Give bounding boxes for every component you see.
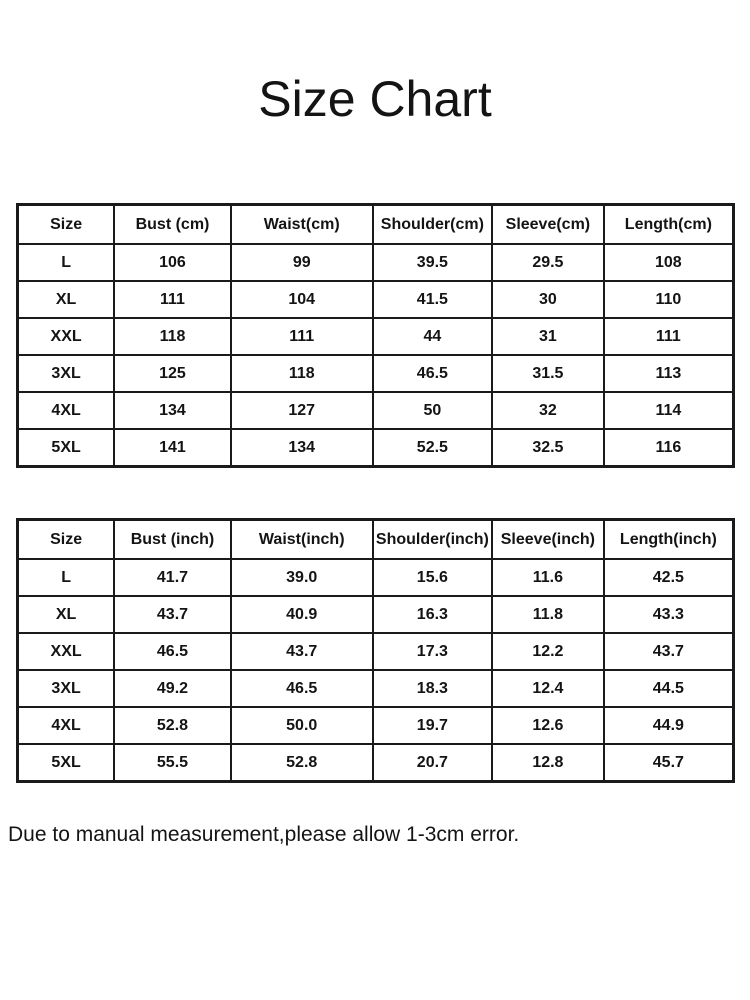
table-row <box>18 355 734 392</box>
size-label-cell: XXL <box>18 633 115 670</box>
measurement-cell: 45.7 <box>604 744 734 782</box>
measurement-cell: 134 <box>114 392 231 429</box>
table-row <box>18 392 734 429</box>
table-row <box>18 670 734 707</box>
measurement-cell: 108 <box>604 244 734 281</box>
table-row <box>18 318 734 355</box>
measurement-cell: 19.7 <box>373 707 492 744</box>
column-header: Waist(inch) <box>231 520 373 560</box>
measurement-cell: 41.7 <box>114 559 231 596</box>
measurement-cell: 29.5 <box>492 244 604 281</box>
measurement-cell: 31 <box>492 318 604 355</box>
measurement-cell: 44 <box>373 318 492 355</box>
measurement-cell: 141 <box>114 429 231 467</box>
measurement-cell: 20.7 <box>373 744 492 782</box>
column-header: Sleeve(cm) <box>492 205 604 245</box>
measurement-cell: 12.6 <box>492 707 604 744</box>
size-label-cell: 3XL <box>18 355 115 392</box>
measurement-cell: 42.5 <box>604 559 734 596</box>
table-row <box>18 633 734 670</box>
measurement-cell: 104 <box>231 281 373 318</box>
measurement-cell: 11.6 <box>492 559 604 596</box>
measurement-cell: 111 <box>604 318 734 355</box>
measurement-cell: 110 <box>604 281 734 318</box>
measurement-cell: 44.5 <box>604 670 734 707</box>
measurement-cell: 43.7 <box>114 596 231 633</box>
column-header: Size <box>18 205 115 245</box>
header-row <box>18 520 734 560</box>
measurement-cell: 50 <box>373 392 492 429</box>
measurement-cell: 113 <box>604 355 734 392</box>
table-row <box>18 244 734 281</box>
table-row <box>18 596 734 633</box>
measurement-cell: 52.8 <box>231 744 373 782</box>
measurement-cell: 118 <box>114 318 231 355</box>
measurement-cell: 134 <box>231 429 373 467</box>
measurement-cell: 18.3 <box>373 670 492 707</box>
measurement-cell: 49.2 <box>114 670 231 707</box>
measurement-cell: 106 <box>114 244 231 281</box>
column-header: Shoulder(inch) <box>373 520 492 560</box>
column-header: Waist(cm) <box>231 205 373 245</box>
column-header: Length(inch) <box>604 520 734 560</box>
measurement-cell: 111 <box>114 281 231 318</box>
column-header: Sleeve(inch) <box>492 520 604 560</box>
measurement-cell: 46.5 <box>231 670 373 707</box>
size-label-cell: 4XL <box>18 707 115 744</box>
measurement-cell: 52.5 <box>373 429 492 467</box>
measurement-cell: 50.0 <box>231 707 373 744</box>
table-row <box>18 744 734 782</box>
measurement-cell: 125 <box>114 355 231 392</box>
table-row <box>18 559 734 596</box>
column-header: Length(cm) <box>604 205 734 245</box>
table-row <box>18 281 734 318</box>
column-header: Bust (cm) <box>114 205 231 245</box>
column-header: Shoulder(cm) <box>373 205 492 245</box>
measurement-cell: 30 <box>492 281 604 318</box>
size-label-cell: 5XL <box>18 744 115 782</box>
size-label-cell: 3XL <box>18 670 115 707</box>
column-header: Size <box>18 520 115 560</box>
measurement-note: Due to manual measurement,please allow 1-3cm error. <box>8 823 520 846</box>
size-table-inch <box>16 518 735 783</box>
measurement-cell: 17.3 <box>373 633 492 670</box>
measurement-cell: 16.3 <box>373 596 492 633</box>
measurement-cell: 12.2 <box>492 633 604 670</box>
measurement-cell: 43.7 <box>604 633 734 670</box>
measurement-cell: 41.5 <box>373 281 492 318</box>
page-title: Size Chart <box>258 71 492 127</box>
measurement-cell: 46.5 <box>373 355 492 392</box>
measurement-cell: 39.5 <box>373 244 492 281</box>
measurement-cell: 127 <box>231 392 373 429</box>
measurement-cell: 15.6 <box>373 559 492 596</box>
column-header: Bust (inch) <box>114 520 231 560</box>
measurement-cell: 44.9 <box>604 707 734 744</box>
measurement-cell: 111 <box>231 318 373 355</box>
measurement-cell: 43.7 <box>231 633 373 670</box>
measurement-cell: 12.4 <box>492 670 604 707</box>
size-label-cell: 4XL <box>18 392 115 429</box>
measurement-cell: 40.9 <box>231 596 373 633</box>
measurement-cell: 31.5 <box>492 355 604 392</box>
measurement-cell: 52.8 <box>114 707 231 744</box>
size-label-cell: XL <box>18 281 115 318</box>
measurement-cell: 43.3 <box>604 596 734 633</box>
table-row <box>18 707 734 744</box>
size-label-cell: L <box>18 559 115 596</box>
measurement-cell: 114 <box>604 392 734 429</box>
measurement-cell: 12.8 <box>492 744 604 782</box>
measurement-cell: 116 <box>604 429 734 467</box>
size-label-cell: XL <box>18 596 115 633</box>
measurement-cell: 46.5 <box>114 633 231 670</box>
table-row <box>18 429 734 467</box>
measurement-cell: 39.0 <box>231 559 373 596</box>
size-label-cell: 5XL <box>18 429 115 467</box>
measurement-cell: 55.5 <box>114 744 231 782</box>
size-label-cell: XXL <box>18 318 115 355</box>
header-row <box>18 205 734 245</box>
size-label-cell: L <box>18 244 115 281</box>
measurement-cell: 32.5 <box>492 429 604 467</box>
measurement-cell: 32 <box>492 392 604 429</box>
measurement-cell: 118 <box>231 355 373 392</box>
measurement-cell: 11.8 <box>492 596 604 633</box>
size-table-cm <box>16 203 735 468</box>
measurement-cell: 99 <box>231 244 373 281</box>
